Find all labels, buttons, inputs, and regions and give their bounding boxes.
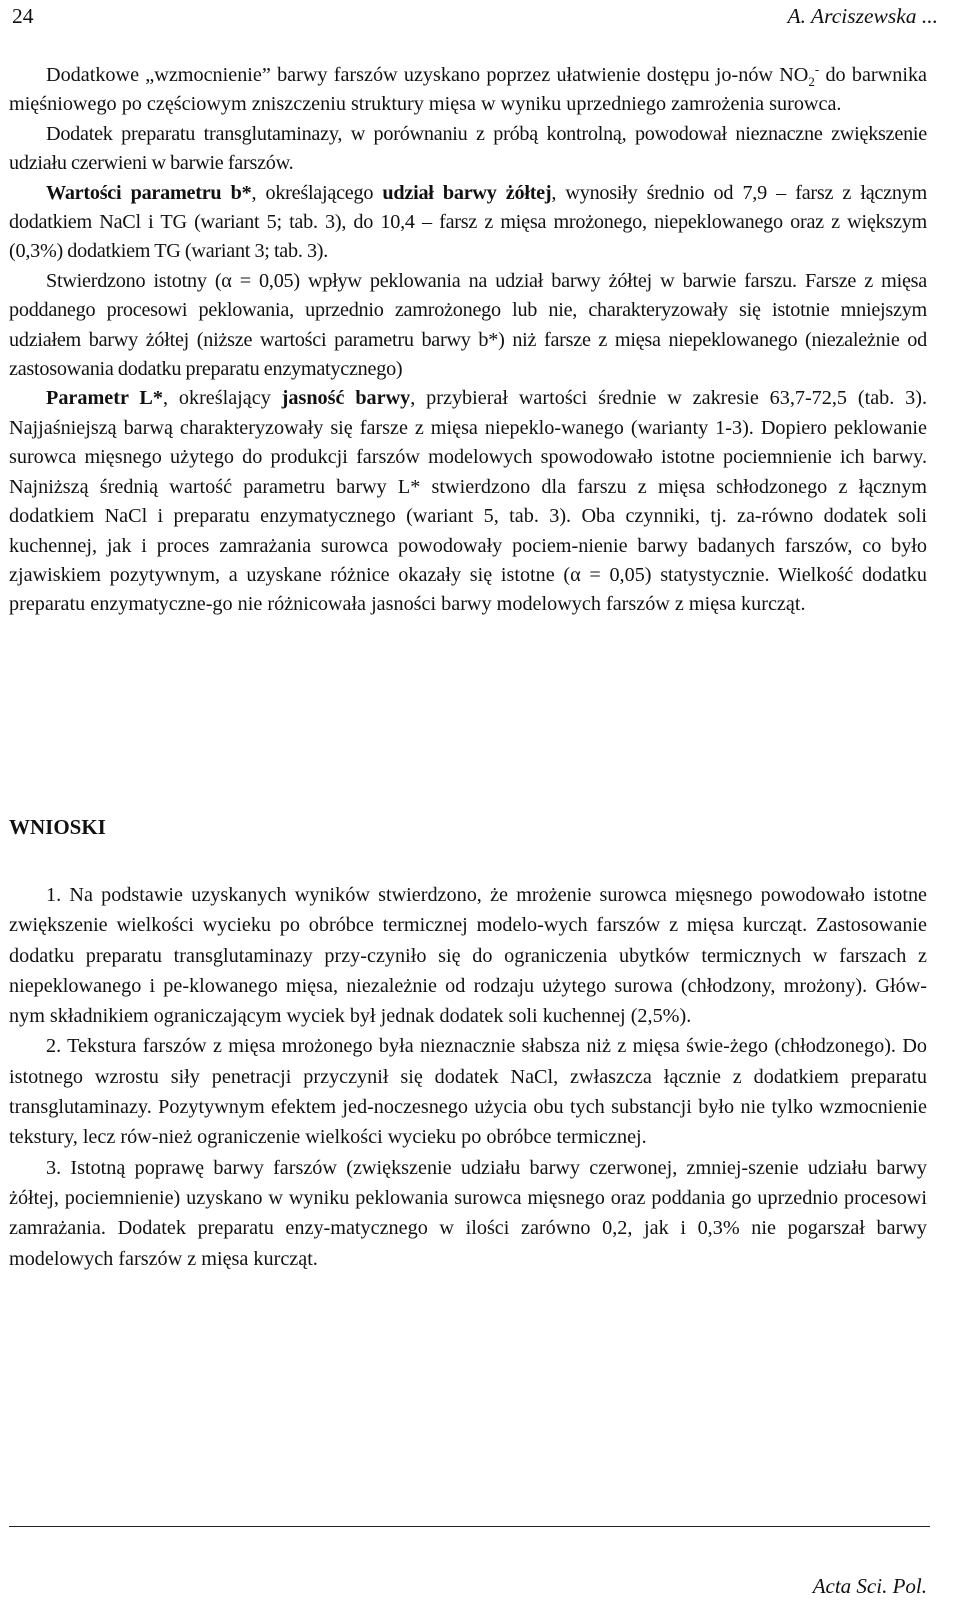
conclusion-2: 2. Tekstura farszów z mięsa mrożonego była nieznacznie słabsza niż z mięsa świe-żego (chłodzonego). Do istotnego wzrostu siły penetracji przyczynił się dodatek NaCl, zwłaszcza łącznie z dodatkiem preparatu transglutaminazy. Pozytywnym efektem jed-noczesnego użycia obu tych substancji było nie tylko wzmocnienie tekstury, lecz rów-nież ograniczenie wielkości wycieku po obróbce termicznej. [9, 1035, 927, 1149]
paragraph-transglutaminase: Dodatek preparatu transglutaminazy, w porównaniu z próbą kontrolną, powodował nieznaczne zwiększenie udziału czerwieni w barwie farszów. [9, 122, 927, 175]
conclusions-text [9, 880, 927, 1274]
footer-rule [9, 1526, 930, 1527]
paragraph-text: do barwnika mięśniowego po częściowym zniszczeniu struktury mięsa w wyniku uprzedniego zamrożenia surowca. [9, 64, 927, 116]
journal-name: Acta Sci. Pol. [812, 1574, 927, 1598]
paragraph-b-parameter [9, 179, 927, 267]
paragraph-l-parameter [9, 384, 927, 619]
paragraph-text: , określającego [251, 181, 383, 204]
conclusion-1: 1. Na podstawie uzyskanych wyników stwierdzono, że mrożenie surowca mięsnego powodowało istotne zwiększenie wielkości wycieku po obróbce termicznej modelo-wych farszów z mięsa kurcząt. Zastosowanie dodatku preparatu transglutaminazy przy-czyniło się do ograniczenia ubytków termicznych w farszach z niepeklowanego i pe-klowanego mięsa, niezależnie od rodzaju użytego surowa (chłodzony, mrożony). Głów-nym składnikiem ograniczającym wyciek był jednak dodatek soli kuchennej (2,5%). [9, 884, 927, 1028]
paragraph-text: , przybierał wartości średnie w zakresie 63,7-72,5 (tab. 3). Najjaśniejszą barwą charakteryzowały się farsze z mięsa niepeklo-wanego (warianty 1-3). Dopiero peklowanie surowca mięsnego użytego do produkcji farszów modelowych spowodowało istotne pociemnienie ich barwy. Najniższą średnią wartość parametru barwy L* stwierdzono dla farszu z mięsa schłodzonego z łącznym dodatkiem NaCl i preparatu enzymatycznego (wariant 5, tab. 3). Oba czynniki, tj. za-równo dodatek soli kuchennej, jak i proces zamrażania surowca powodowały pociem-nienie barwy badanych farszów, co było zjawiskiem pozytywnym, a uzyskane różnice okazały się istotne (α = 0,05) statystycznie. Wielkość dodatku preparatu enzymatyczne-go nie różnicowała jasności barwy modelowych farszów z mięsa kurcząt. [9, 387, 928, 616]
subscript: 2 [808, 74, 815, 90]
paragraph-text: Dodatkowe „wzmocnienie” barwy farszów uzyskano poprzez ułatwienie dostępu jo-nów NO [46, 64, 809, 86]
bold-term: Parametr L* [46, 387, 163, 410]
bold-term: udział barwy żółtej [382, 181, 552, 204]
paragraph-nitrite [9, 61, 927, 120]
paragraph-text: , określający [162, 387, 282, 410]
results-text [9, 61, 927, 620]
bold-term: Wartości parametru b* [46, 181, 252, 204]
page-header [12, 4, 938, 34]
page-number: 24 [12, 4, 34, 28]
paragraph-text: , wynosiły średnio od 7,9 – farsz z łącznym dodatkiem NaCl i TG (wariant 5; tab. 3), do 10,4 – farsz z mięsa mrożonego, niepeklowanego oraz z większym (0,3%) dodatkiem TG (wariant 3; tab. 3). [9, 181, 927, 263]
conclusion-3: 3. Istotną poprawę barwy farszów (zwiększenie udziału barwy czerwonej, zmniej-szenie udziału barwy żółtej, pociemnienie) uzyskano w wyniku peklowania surowca mięsnego oraz poddania go uprzednio procesowi zamrażania. Dodatek preparatu enzy-matycznego w ilości zarówno 0,2, jak i 0,3% nie pogarszał barwy modelowych farszów z mięsa kurcząt. [9, 1156, 927, 1270]
section-heading: WNIOSKI [9, 815, 106, 839]
running-title: A. Arciszewska ... [787, 4, 938, 28]
superscript: - [814, 61, 820, 77]
paragraph-curing-effect: Stwierdzono istotny (α = 0,05) wpływ peklowania na udział barwy żółtej w barwie farszu. Farsze z mięsa poddanego procesowi peklowania, uprzednio zamrożonego lub nie, charakteryzowały się istotnie mniejszym udziałem barwy żółtej (niższe wartości parametru barwy b*) niż farsze z mięsa niepeklowanego (niezależnie od zastosowania dodatku preparatu enzymatycznego) [9, 269, 927, 381]
bold-term: jasność barwy [281, 387, 411, 410]
